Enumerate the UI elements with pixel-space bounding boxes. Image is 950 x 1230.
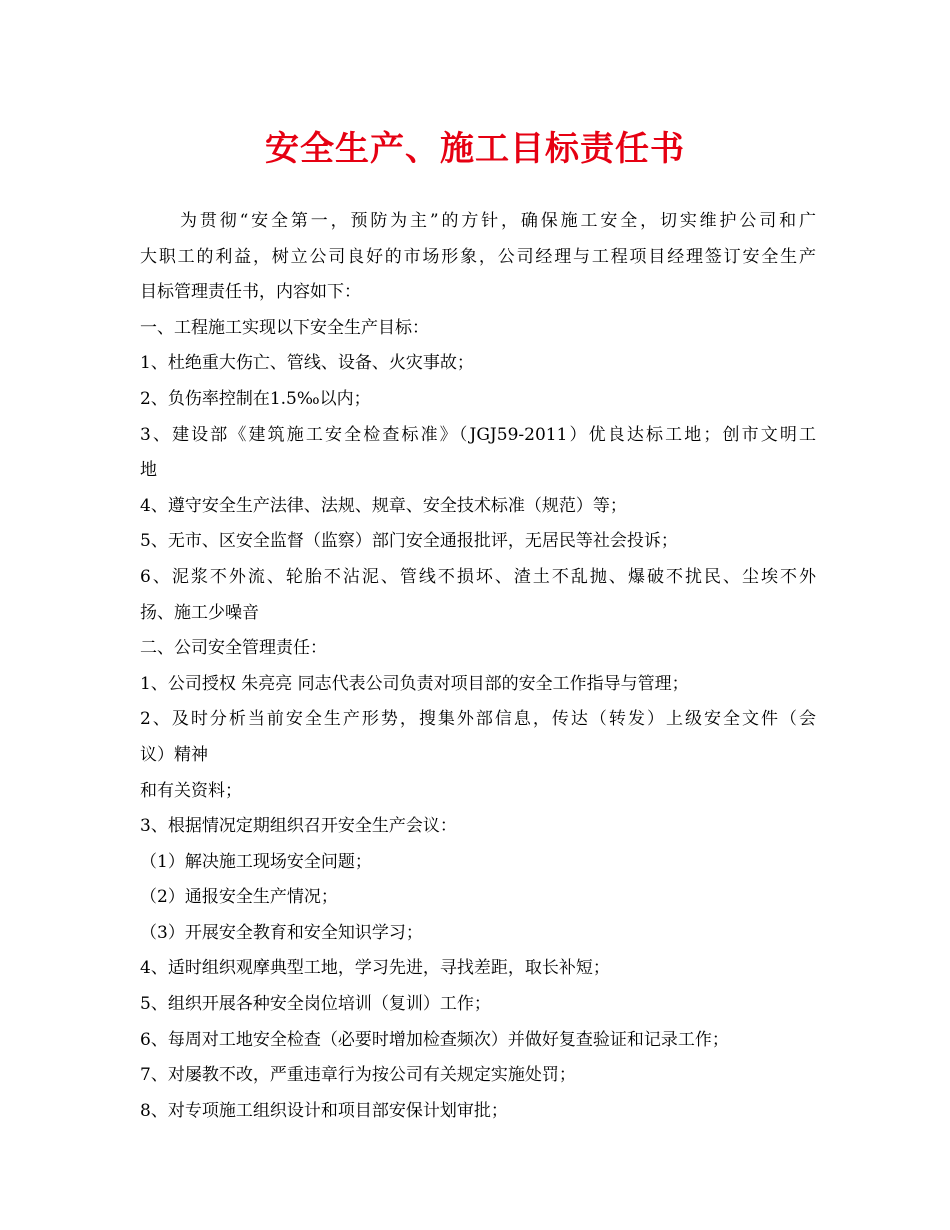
paragraph-line: 议）精神 [140, 744, 208, 765]
paragraph-line: 6、每周对工地安全检查（必要时增加检查频次）并做好复查验证和记录工作； [140, 1029, 729, 1050]
paragraph-line: 地 [140, 460, 157, 481]
paragraph-line: 7、对屡教不改，严重违章行为按公司有关规定实施处罚； [140, 1065, 576, 1086]
paragraph-line: 为贯彻“安全第一，预防为主”的方针，确保施工安全，切实维护公司和广 [180, 211, 816, 231]
paragraph-line: 和有关资料； [140, 780, 242, 801]
paragraph-line: 6、泥浆不外流、轮胎不沾泥、管线不损坏、渣土不乱抛、爆破不扰民、尘埃不外 [140, 566, 816, 587]
paragraph-line: （3）开展安全教育和安全知识学习； [140, 922, 423, 943]
paragraph-line: 一、工程施工实现以下安全生产目标： [140, 317, 429, 338]
document-title: 安全生产、施工目标责任书 [265, 129, 685, 169]
paragraph-line: 1、公司授权 朱亮亮 同志代表公司负责对项目部的安全工作指导与管理； [140, 673, 689, 694]
paragraph-line: 5、无市、区安全监督（监察）部门安全通报批评，无居民等社会投诉； [140, 531, 678, 552]
document-body [140, 204, 816, 1129]
paragraph-line: 5、组织开展各种安全岗位培训（复训）工作； [140, 994, 491, 1015]
paragraph-line: 2、负伤率控制在1.5‰以内； [140, 388, 371, 409]
paragraph-line: （2）通报安全生产情况； [140, 887, 338, 908]
paragraph-line: 1、杜绝重大伤亡、管线、设备、火灾事故； [140, 353, 474, 374]
paragraph-line: 4、遵守安全生产法律、法规、规章、安全技术标准（规范）等； [140, 495, 627, 516]
paragraph-line: 3、根据情况定期组织召开安全生产会议： [140, 816, 457, 837]
paragraph-line: 8、对专项施工组织设计和项目部安保计划审批； [140, 1100, 508, 1121]
paragraph-line: 2、及时分析当前安全生产形势，搜集外部信息，传达（转发）上级安全文件（会 [140, 709, 816, 730]
paragraph-line: （1）解决施工现场安全问题； [140, 851, 372, 872]
paragraph-line: 目标管理责任书，内容如下： [140, 282, 361, 303]
paragraph-line: 大职工的利益，树立公司良好的市场形象，公司经理与工程项目经理签订安全生产 [140, 246, 816, 267]
paragraph-line: 3、建设部《建筑施工安全检查标准》（JGJ59-2011）优良达标工地；创市文明工 [140, 424, 816, 445]
paragraph-line: 4、适时组织观摩典型工地，学习先进，寻找差距，取长补短； [140, 958, 610, 979]
paragraph-line: 二、公司安全管理责任： [140, 638, 327, 659]
paragraph-line: 扬、施工少噪音 [140, 602, 259, 623]
